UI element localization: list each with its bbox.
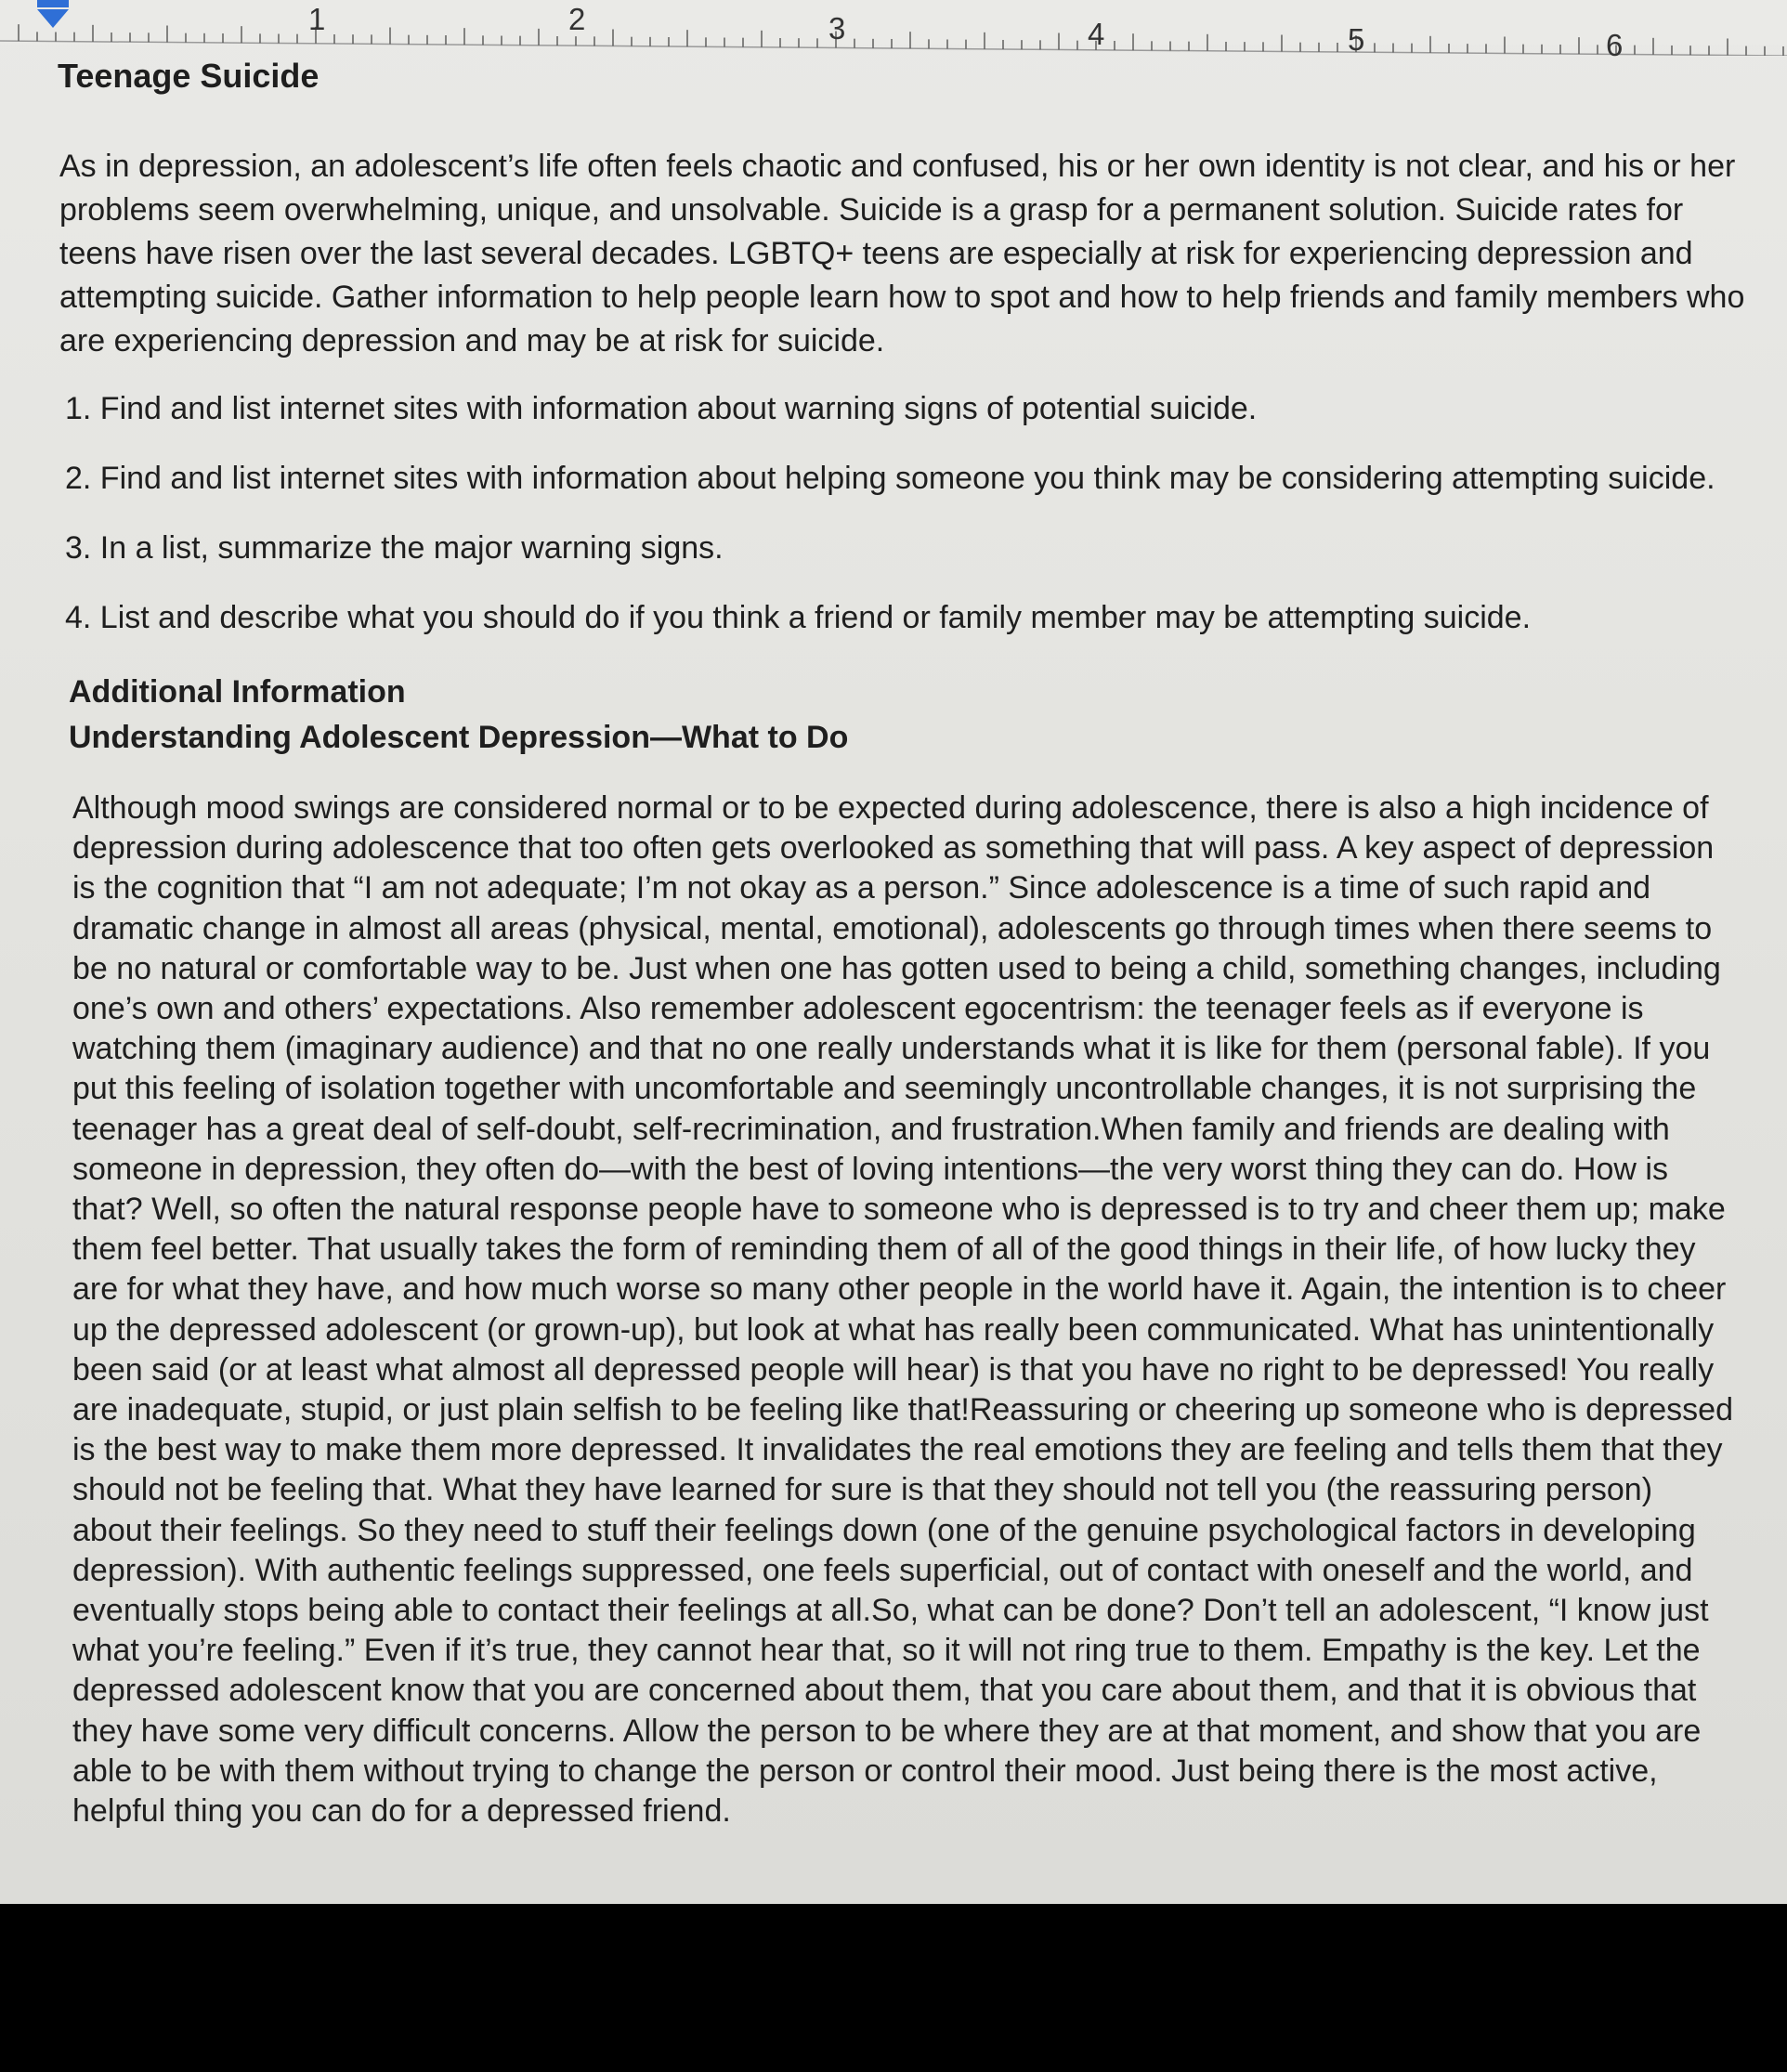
ruler-mark-5: 5 [1348, 22, 1365, 57]
ruler-mark-1: 1 [308, 2, 326, 36]
additional-information-heading: Additional Information [69, 674, 406, 710]
left-indent-marker-icon[interactable] [35, 0, 72, 30]
document-title: Teenage Suicide [58, 57, 320, 95]
task-item-1: 1. Find and list internet sites with information about warning signs of potential suicide. [65, 391, 1258, 426]
depression-subheading: Understanding Adolescent Depression—What to Do [69, 720, 849, 755]
task-item-3: 3. In a list, summarize the major warning signs. [65, 530, 724, 566]
screen-bezel [0, 1904, 1787, 2072]
right-indent-marker-icon[interactable] [1726, 0, 1763, 30]
task-item-4: 4. List and describe what you should do if you think a friend or family member may be attempting suicide. [65, 600, 1532, 635]
depression-body-paragraph: Although mood swings are considered normal or to be expected during adolescence, there is also a high incidence of depression during adolescence that too often gets overlooked as something that will pass. A key aspect of depression is the cognition that “I am not adequate; I’m not okay as a person.” Since adolescence is a time of such rapid and dramatic change in almost all areas (physical, mental, emotional), adolescents go through times when there seems to be no natural or comfortable way to be. Just when one has gotten used to being a child, something changes, including one’s own and others’ expectations. Also remember adolescent egocentrism: the teenager feels as if everyone is watching them (imaginary audience) and that no one really understands what it is like for them (personal fable). If you put this feeling of isolation together with uncomfortable and seemingly uncontrollable changes, it is not surprising the teenager has a great deal of self-doubt, self-recrimination, and frustration.When family and friends are dealing with someone in depression, they often do—with the best of loving intentions—the very worst thing they can do. How is that? Well, so often the natural response people have to someone who is depressed is to try and cheer them up; make them feel better. That usually takes the form of reminding them of all of the good things in their life, of how lucky they are for what they have, and how much worse so many other people in the world have it. Again, the intention is to cheer up the depressed adolescent (or grown-up), but look at what has really been communicated. What has unintentionally been said (or at least what almost all depressed people will hear) is that you have no right to be depressed! You really are inadequate, stupid, or just plain selfish to be feeling like that!Reassuring or cheering up someone who is depressed is the best way to make them more depressed. It invalidates the real emotions they are feeling and tells them that they should not be feeling that. What they have learned for sure is that they should not tell you (the reassuring person) about their feelings. So they need to stuff their feelings down (one of the genuine psychological factors in developing depression). With authentic feelings suppressed, one feels superficial, out of contact with oneself and the world, and eventually stops being able to contact their feelings at all.So, what can be done? Don’t tell an adolescent, “I know just what you’re feeling.” Even if it’s true, they cannot hear that, so it will not ring true to them. Empathy is the key. Let the depressed adolescent know that you are concerned about them, that you care about them, and that it is obvious that they have some very difficult concerns. Allow the person to be where they are at that moment, and show that you are able to be with them without trying to change the person or control their mood. Just being there is the most active, helpful thing you can do for a depressed friend. [72, 790, 1733, 1830]
task-item-2: 2. Find and list internet sites with information about helping someone you think may be considering attempting suicide. [65, 461, 1715, 496]
ruler-mark-3: 3 [828, 11, 846, 46]
ruler-ticks [0, 0, 1787, 56]
ruler-mark-4: 4 [1088, 17, 1105, 51]
ruler-mark-2: 2 [568, 2, 586, 36]
intro-paragraph: As in depression, an adolescent’s life often feels chaotic and confused, his or her own identity is not clear, and his or her problems seem overwhelming, unique, and unsolvable. Suicide is a grasp for a permanent solution. Suicide rates for teens have risen over the last several decades. LGBTQ+ teens are especially at risk for experiencing depression and attempting suicide. Gather information to help people learn how to spot and how to help friends and family members who are experiencing depression and may be at risk for suicide. [59, 149, 1745, 358]
horizontal-ruler[interactable] [0, 0, 1787, 62]
document-body[interactable] [58, 54, 1748, 1831]
ruler-mark-6: 6 [1606, 28, 1624, 62]
